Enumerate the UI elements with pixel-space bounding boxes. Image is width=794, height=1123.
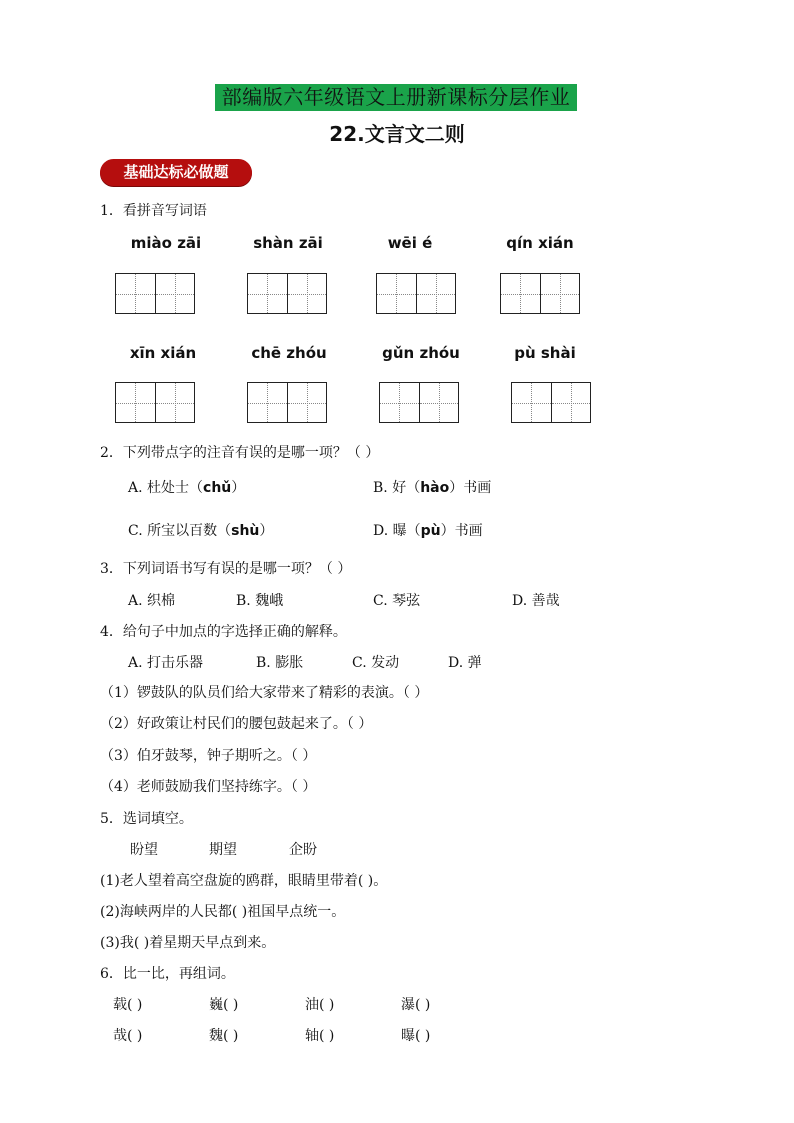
q4-item: （1）锣鼓队的队员们给大家带来了精彩的表演。（ ） xyxy=(100,685,429,701)
compare-item: 轴( ) xyxy=(305,1028,335,1044)
q2-option-a[interactable] xyxy=(128,477,245,497)
q5-item: (2)海峡两岸的人民都( )祖国早点统一。 xyxy=(100,904,346,920)
word-option: 盼望 xyxy=(130,842,158,858)
q5-stem: 5．选词填空。 xyxy=(100,811,193,827)
pinyin-label: gǔn zhóu xyxy=(382,344,460,362)
q4-item: （2）好政策让村民们的腰包鼓起来了。（ ） xyxy=(100,716,373,732)
q2-option-d[interactable] xyxy=(373,520,483,540)
option-pinyin: chǔ xyxy=(203,480,232,496)
q3-option-b[interactable]: B. 魏峨 xyxy=(236,593,284,609)
q4-option-a: A. 打击乐器 xyxy=(128,655,204,671)
option-text: ）书画 xyxy=(449,480,492,496)
option-text: ） xyxy=(259,523,274,539)
option-pinyin: shù xyxy=(231,523,260,539)
answer-grid[interactable] xyxy=(376,273,456,314)
q2-option-b[interactable] xyxy=(373,477,491,497)
option-pinyin: hào xyxy=(420,480,450,496)
pinyin-label: pù shài xyxy=(514,344,576,362)
pinyin-label: qín xián xyxy=(506,234,574,252)
word-option: 企盼 xyxy=(289,842,317,858)
q3-option-c[interactable]: C. 琴弦 xyxy=(373,593,421,609)
option-text: ）书画 xyxy=(440,523,483,539)
option-text: D. 曝（ xyxy=(373,523,421,539)
q2-stem: 2．下列带点字的注音有误的是哪一项？（ ） xyxy=(100,445,380,461)
compare-item: 油( ) xyxy=(305,997,335,1013)
worksheet-banner: 部编版六年级语文上册新课标分层作业 xyxy=(215,84,577,111)
pinyin-label: shàn zāi xyxy=(253,234,323,252)
option-text: C. 所宝以百数（ xyxy=(128,523,232,539)
page-title: 22.文言文二则 xyxy=(329,122,465,146)
compare-item: 魏( ) xyxy=(209,1028,239,1044)
answer-grid[interactable] xyxy=(247,273,327,314)
compare-item: 哉( ) xyxy=(113,1028,143,1044)
q2-option-c[interactable] xyxy=(128,520,273,540)
q4-option-d: D. 弹 xyxy=(448,655,482,671)
answer-grid[interactable] xyxy=(379,382,459,423)
answer-grid[interactable] xyxy=(500,273,580,314)
answer-grid[interactable] xyxy=(247,382,327,423)
word-option: 期望 xyxy=(209,842,237,858)
q3-option-d[interactable]: D. 善哉 xyxy=(512,593,560,609)
option-text: A. 杜处士（ xyxy=(128,480,204,496)
compare-item: 曝( ) xyxy=(401,1028,431,1044)
q3-stem: 3．下列词语书写有误的是哪一项？（ ） xyxy=(100,561,352,577)
pinyin-label: chē zhóu xyxy=(251,344,327,362)
q6-stem: 6．比一比，再组词。 xyxy=(100,966,235,982)
option-text: ） xyxy=(231,480,246,496)
answer-grid[interactable] xyxy=(511,382,591,423)
q4-stem: 4．给句子中加点的字选择正确的解释。 xyxy=(100,624,347,640)
q5-item: (1)老人望着高空盘旋的鸥群，眼睛里带着( )。 xyxy=(100,873,388,889)
section-badge: 基础达标必做题 xyxy=(100,159,252,186)
compare-item: 瀑( ) xyxy=(401,997,431,1013)
option-text: B. 好（ xyxy=(373,480,421,496)
compare-item: 巍( ) xyxy=(209,997,239,1013)
answer-grid[interactable] xyxy=(115,273,195,314)
q3-option-a[interactable]: A. 织棉 xyxy=(128,593,176,609)
option-pinyin: pù xyxy=(420,523,441,539)
pinyin-label: xīn xián xyxy=(129,344,197,362)
answer-grid[interactable] xyxy=(115,382,195,423)
compare-item: 载( ) xyxy=(113,997,143,1013)
q1-stem: 1．看拼音写词语 xyxy=(100,203,207,219)
q4-option-b: B. 膨胀 xyxy=(256,655,304,671)
q4-item: （3）伯牙鼓琴，钟子期听之。（ ） xyxy=(100,748,317,764)
pinyin-label: wēi é xyxy=(387,234,433,252)
q5-item: (3)我( )着星期天早点到来。 xyxy=(100,935,276,951)
q4-option-c: C. 发动 xyxy=(352,655,400,671)
pinyin-label: miào zāi xyxy=(130,234,202,252)
q4-item: （4）老师鼓励我们坚持练字。（ ） xyxy=(100,779,317,795)
